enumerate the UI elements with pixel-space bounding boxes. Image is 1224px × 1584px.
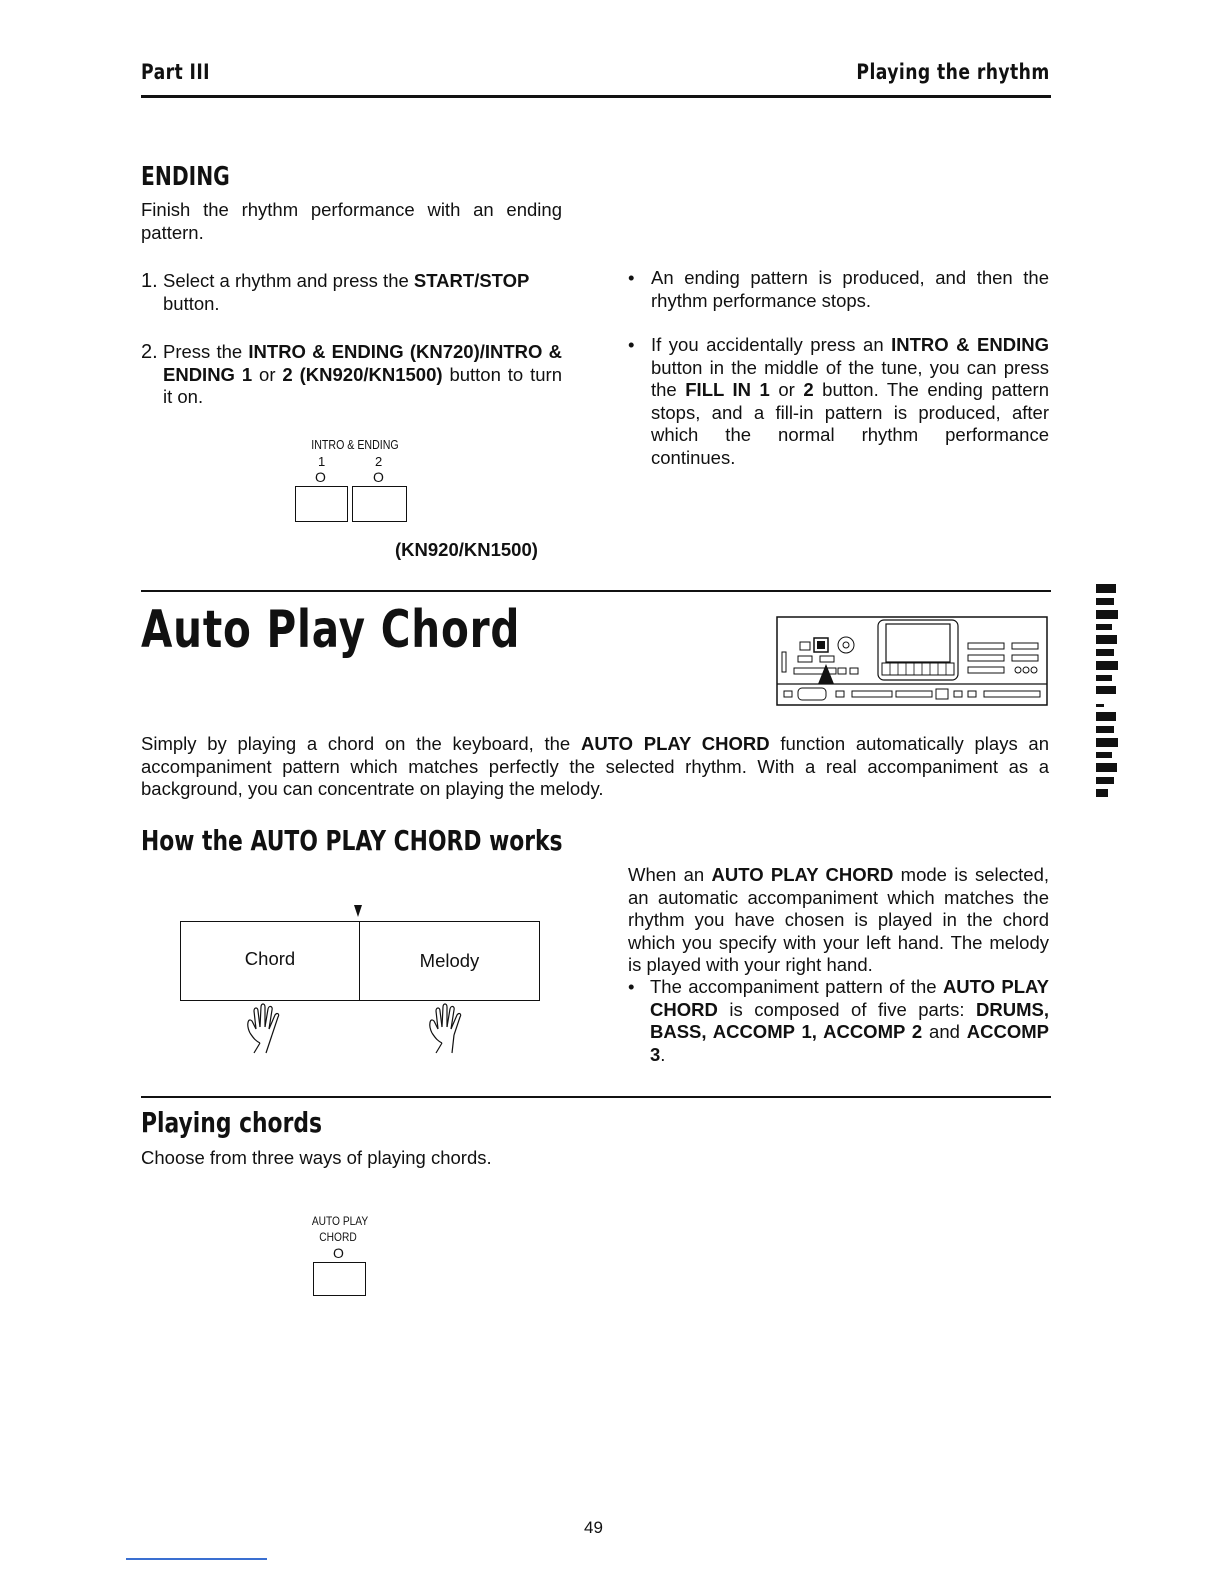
intro-ending-num-2: 2 bbox=[375, 454, 383, 469]
ending-bullet-1 bbox=[628, 267, 1049, 312]
auto-play-chord-button-diagram bbox=[300, 1214, 380, 1300]
how-bullet-bold-1: AUTO PLAY CHORD bbox=[650, 976, 1049, 1020]
page-number: 49 bbox=[584, 1518, 603, 1537]
bullet-2-bold-2: FILL IN 1 bbox=[685, 379, 770, 400]
auto-play-intro bbox=[141, 733, 1049, 801]
auto-play-button-led: O bbox=[333, 1245, 344, 1261]
ending-step-1 bbox=[141, 270, 562, 315]
playing-chords-title: Playing chords bbox=[141, 1106, 322, 1139]
keyboard-split-diagram bbox=[180, 903, 542, 1053]
step-2-number: 2. bbox=[141, 341, 158, 363]
step-1-post: button. bbox=[163, 292, 220, 314]
edge-index-marks bbox=[1094, 580, 1124, 800]
step-2-bold-1: INTRO & ENDING (KN720)/INTRO & ENDING 1 bbox=[163, 341, 562, 385]
auto-play-button-label-1: AUTO PLAY bbox=[311, 1214, 369, 1228]
step-2-mid: or bbox=[252, 363, 283, 385]
ending-bullet-2 bbox=[628, 334, 1049, 469]
step-2-post: button to turn it on. bbox=[163, 363, 562, 407]
header-part-label: Part III bbox=[141, 60, 211, 84]
how-bullet-pre: The accompaniment pattern of the bbox=[650, 976, 943, 997]
step-2-bold-2: 2 (KN920/KN1500) bbox=[282, 363, 443, 385]
how-bullet-mid: is composed of five parts: bbox=[717, 998, 977, 1020]
header-section-title: Playing the rhythm bbox=[856, 60, 1050, 84]
auto-play-intro-post: function automatically plays an accompaniment pattern which matches perfectly the selected rhythm. With a real accompaniment as a background, you can concentrate on playing the melody. bbox=[141, 733, 1049, 799]
bullet-2-bold-1: INTRO & ENDING bbox=[891, 334, 1049, 355]
auto-play-chord-button[interactable] bbox=[313, 1262, 366, 1296]
intro-ending-led-2: O bbox=[373, 469, 384, 485]
ending-title: ENDING bbox=[141, 162, 230, 192]
how-bullet-and: and bbox=[922, 1021, 967, 1042]
subsection-divider bbox=[141, 1096, 1051, 1098]
how-bullet-end: . bbox=[660, 1043, 666, 1065]
chord-zone bbox=[180, 921, 360, 1001]
step-1-pre: Select a rhythm and press the bbox=[163, 270, 414, 291]
how-it-works-bullet bbox=[628, 976, 1049, 1066]
auto-play-intro-pre: Simply by playing a chord on the keyboard, the bbox=[141, 733, 581, 754]
intro-ending-diagram bbox=[290, 438, 420, 528]
bullet-2-bold-3: 2 bbox=[803, 379, 814, 400]
how-text-pre: When an bbox=[628, 864, 712, 885]
how-it-works-title: How the AUTO PLAY CHORD works bbox=[141, 824, 563, 857]
bullet-2-pre: If you accidentally press an bbox=[651, 334, 892, 355]
intro-ending-led-1: O bbox=[315, 469, 326, 485]
intro-ending-button-2[interactable] bbox=[352, 486, 407, 522]
chord-zone-label: Chord bbox=[244, 948, 296, 969]
how-it-works-text bbox=[628, 864, 1049, 977]
step-1-bold: START/STOP bbox=[413, 270, 530, 291]
right-hand-icon bbox=[422, 1003, 472, 1055]
playing-chords-text: Choose from three ways of playing chords. bbox=[141, 1147, 492, 1168]
ending-bullet-1-text: An ending pattern is produced, and then the rhythm performance stops. bbox=[651, 267, 1049, 311]
how-text-bold: AUTO PLAY CHORD bbox=[711, 864, 894, 885]
left-hand-icon bbox=[240, 1003, 290, 1055]
step-1-number: 1. bbox=[141, 270, 158, 292]
bullet-2-mid-2: or bbox=[769, 379, 804, 400]
intro-ending-num-1: 1 bbox=[318, 454, 326, 469]
melody-zone bbox=[359, 921, 540, 1001]
bullet-dot: • bbox=[628, 267, 635, 288]
control-panel-diagram bbox=[776, 616, 1048, 706]
ending-intro: Finish the rhythm performance with an ending pattern. bbox=[141, 199, 562, 243]
header-rule bbox=[141, 95, 1051, 98]
melody-zone-label: Melody bbox=[419, 950, 480, 971]
bullet-2-mid-1: button in the middle of the tune, you can press the bbox=[651, 356, 1049, 400]
auto-play-title: Auto Play Chord bbox=[141, 600, 521, 660]
how-bullet-bold-2: DRUMS, BASS, ACCOMP 1, ACCOMP 2 bbox=[650, 998, 1049, 1042]
bullet-dot: • bbox=[628, 334, 635, 355]
split-point-arrow-icon bbox=[352, 903, 364, 919]
intro-ending-button-1[interactable] bbox=[295, 486, 348, 522]
how-text-post: mode is selected, an automatic accompaniment which matches the rhythm you have chosen is played in the chord which you specify with your left hand. The melody is played with your right hand. bbox=[628, 864, 1049, 975]
intro-ending-label: INTRO & ENDING bbox=[311, 438, 399, 452]
bullet-dot: • bbox=[628, 976, 635, 997]
auto-play-intro-bold: AUTO PLAY CHORD bbox=[580, 733, 770, 754]
how-bullet-bold-3: ACCOMP 3 bbox=[650, 1021, 1050, 1065]
footer-blue-line bbox=[126, 1558, 267, 1560]
diagram-model-label: (KN920/KN1500) bbox=[395, 539, 538, 560]
bullet-2-post: button. The ending pattern stops, and a fill-in pattern is produced, after which the normal rhythm performance continues. bbox=[651, 379, 1050, 468]
auto-play-button-label-2: CHORD bbox=[319, 1230, 357, 1244]
ending-step-2 bbox=[141, 341, 562, 409]
section-divider bbox=[141, 590, 1051, 592]
step-2-pre: Press the bbox=[163, 341, 249, 362]
